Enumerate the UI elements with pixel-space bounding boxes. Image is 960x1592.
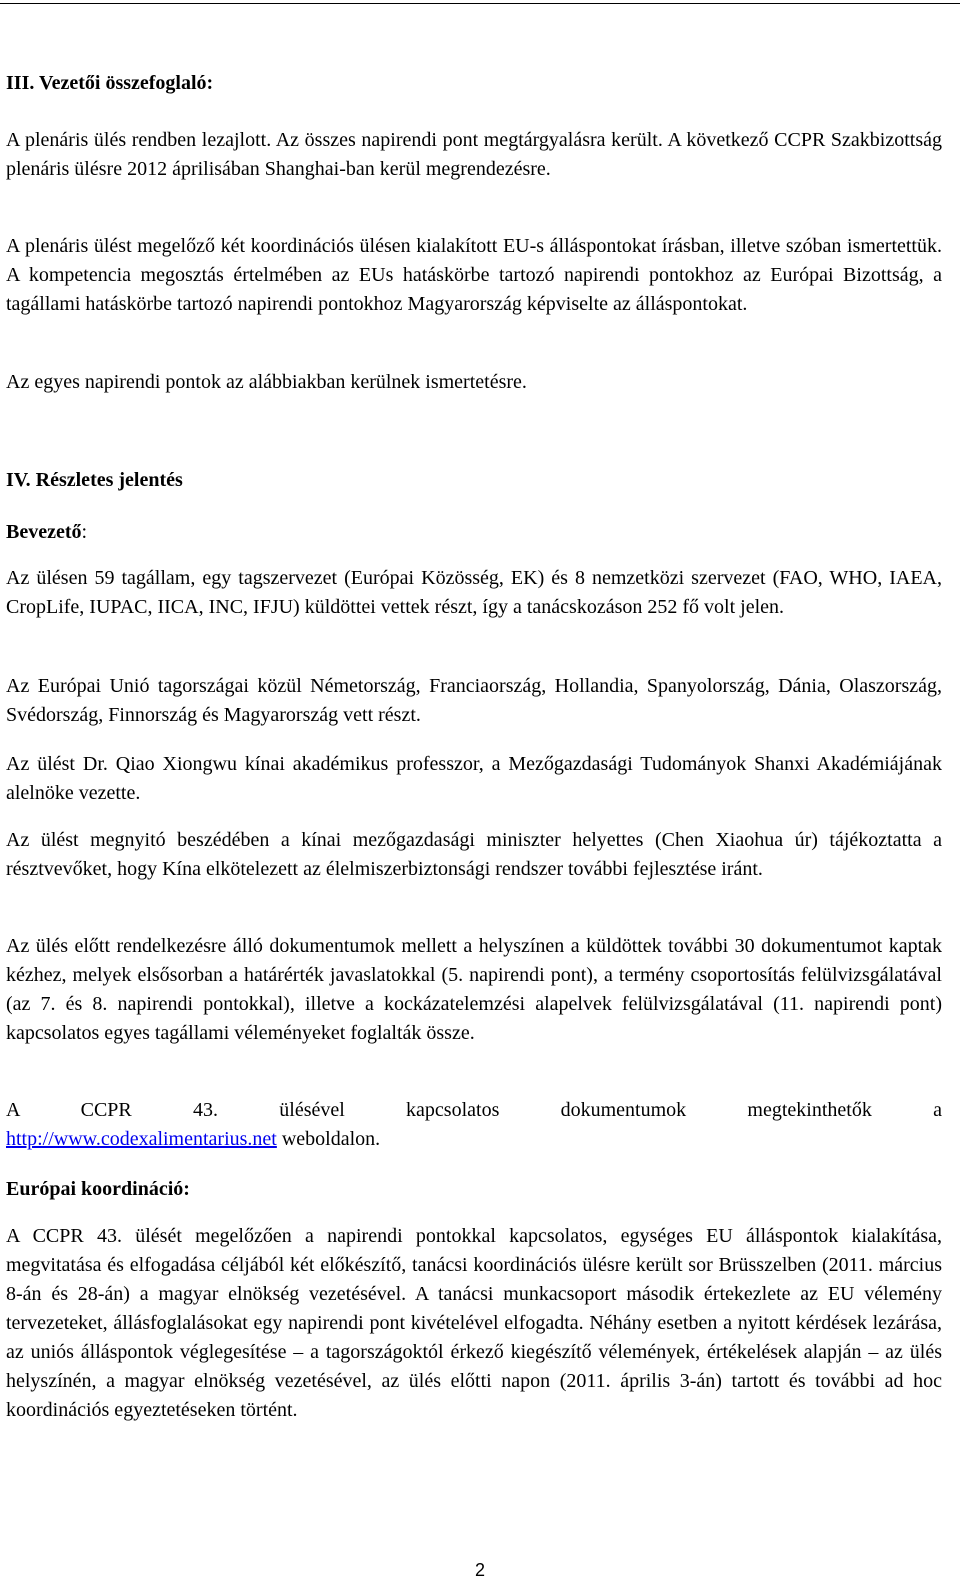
section-4-heading: IV. Részletes jelentés [6,469,183,491]
header-rule [0,3,960,4]
intro-label-line [6,518,942,547]
intro-label: Bevezető [6,521,82,543]
section-4-paragraph-1: Az ülésen 59 tagállam, egy tagszervezet (Európai Közösség, EK) és 8 nemzetközi szervezet (FAO, WHO, IAEA, CropLife, IUPAC, IICA, INC, IFJU) küldöttei vettek részt, így a tanácskozáson 252 fő volt jelen. [6,567,942,618]
section-3-paragraph-3: Az egyes napirendi pontok az alábbiakban kerülnek ismertetésre. [6,371,527,393]
website-suffix: weboldalon. [276,1128,381,1150]
section-3-heading: III. Vezetői összefoglaló: [6,72,214,94]
section-4-paragraph-3: Az ülést Dr. Qiao Xiongwu kínai akadémikus professzor, a Mezőgazdasági Tudományok Shanxi Akadémiájának alelnöke vezette. [6,753,942,804]
section-3-paragraph-1: A plenáris ülés rendben lezajlott. Az összes napirendi pont megtárgyalásra került. A következő CCPR Szakbizottság plenáris ülésre 2012 áprilisában Shanghai-ban kerül megrendezésre. [6,129,942,180]
eu-coordination-paragraph: A CCPR 43. ülését megelőzően a napirendi pontokkal kapcsolatos, egységes EU álláspontok kialakítása, megvitatása és elfogadása céljából két előkészítő, tanácsi koordinációs ülésre került sor Brüsszelben (2011. március 8-án és 28-án) a magyar elnökség vezetésével. A tanácsi munkacsoport második értekezlete az EU vélemény tervezeteket, állásfoglalásokat egy napirendi pont kivételével elfogadta. Néhány esetben a nyitott kérdések lezárása, az uniós álláspontok véglegesítése – a tagországoktól érkező kiegészítő vélemények, értékelések alapján – az ülés helyszínén, a magyar elnökség vezetésével, az ülés előtti napon (2011. április 3-án) tartott és további ad hoc koordinációs egyeztetéseken történt. [6,1225,942,1421]
section-3-paragraph-2: A plenáris ülést megelőző két koordinációs ülésen kialakított EU-s álláspontokat írásban, illetve szóban ismertettük. A kompetencia megosztás értelmében az EUs hatáskörbe tartozó napirendi pontokhoz az Európai Bizottság, a tagállami hatáskörbe tartozó napirendi pontokhoz Magyarország képviselte az álláspontokat. [6,235,942,315]
section-4-paragraph-4: Az ülést megnyitó beszédében a kínai mezőgazdasági miniszter helyettes (Chen Xiaohua úr) tájékoztatta a résztvevőket, hogy Kína elkötelezett az élelmiszerbiztonsági rendszer további fejlesztése iránt. [6,829,942,880]
page-number: 2 [474,1560,485,1580]
section-4-paragraph-6-line-1: A CCPR 43. ülésével kapcsolatos dokumentumok megtekinthetők a [6,1099,942,1121]
section-4-paragraph-5: Az ülés előtt rendelkezésre álló dokumentumok mellett a helyszínen a küldöttek további 30 dokumentumot kaptak kézhez, melyek elsősorban a határérték javaslatokkal (5. napirendi pont), a termény csoportosítás felülvizsgálatával (az 7. és 8. napirendi pontokkal), illetve a kockázatelemzési alapelvek felülvizsgálatával (11. napirendi pont) kapcsolatos egyes tagállami véleményeket foglalták össze. [6,935,942,1044]
codex-website-link[interactable]: http://www.codexalimentarius.net [6,1128,277,1150]
section-4-paragraph-6-line-2 [6,1125,942,1154]
section-4-paragraph-2: Az Európai Unió tagországai közül Németország, Franciaország, Hollandia, Spanyolország, Dánia, Olaszország, Svédország, Finnország és Magyarország vett részt. [6,675,942,726]
eu-coordination-heading: Európai koordináció: [6,1178,190,1200]
intro-colon: : [81,521,88,543]
